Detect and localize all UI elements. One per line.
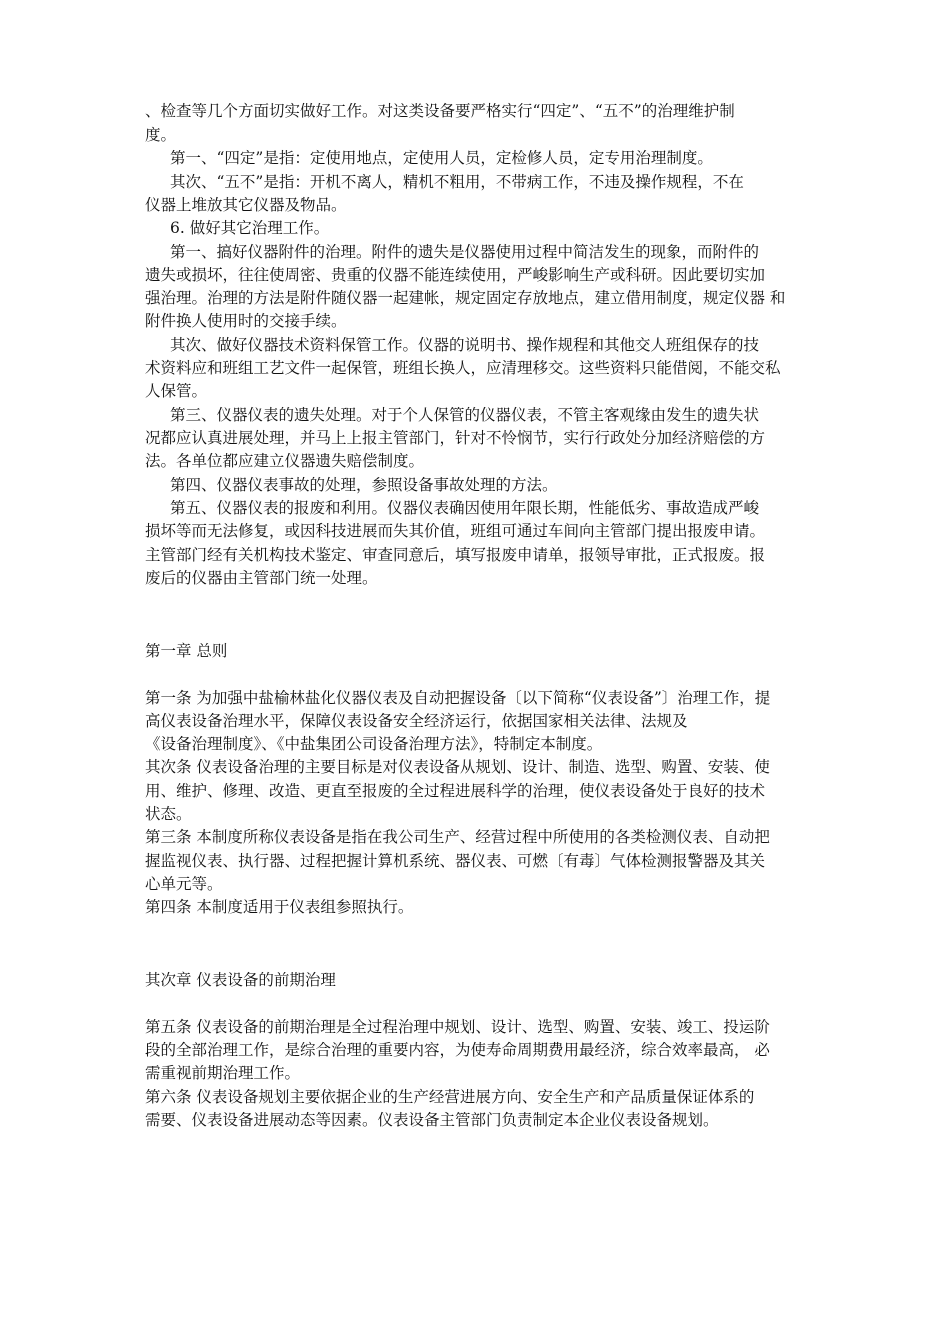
- article-line: 高仪表设备治理水平，保障仪表设备安全经济运行，依据国家相关法律、法规及: [145, 712, 688, 730]
- paragraph-line: 第四、仪器仪表事故的处理，参照设备事故处理的方法。: [170, 476, 558, 494]
- article-line: 其次条 仪表设备治理的主要目标是对仪表设备从规划、设计、制造、选型、购置、安装、使: [145, 758, 770, 776]
- paragraph-line: 废后的仪器由主管部门统一处理。: [145, 569, 378, 587]
- paragraph-line: 遗失或损坏，往往使周密、贵重的仪器不能连续使用，严峻影响生产或科研。因此要切实加: [145, 266, 766, 284]
- paragraph-line: 法。各单位都应建立仪器遗失赔偿制度。: [145, 452, 425, 470]
- paragraph-line: 术资料应和班组工艺文件一起保管，班组长换人，应清理移交。这些资料只能借阅，不能交私: [145, 359, 781, 377]
- article-line: 状态。: [145, 805, 192, 823]
- article-line: 第四条 本制度适用于仪表组参照执行。: [145, 898, 414, 916]
- chapter-heading: 第一章 总则: [145, 642, 228, 660]
- paragraph-line: 况都应认真进展处理，并马上上报主管部门，针对不怜悯节，实行行政处分加经济赔偿的方: [145, 429, 766, 447]
- article-line: 第三条 本制度所称仪表设备是指在我公司生产、经营过程中所使用的各类检测仪表、自动把: [145, 828, 770, 846]
- paragraph-line: 、检查等几个方面切实做好工作。对这类设备要严格实行“四定”、“五不”的治理维护制: [145, 102, 735, 120]
- paragraph-line: 第一、“四定”是指：定使用地点，定使用人员，定检修人员，定专用治理制度。: [170, 149, 713, 167]
- article-line: 《设备治理制度》、《中盐集团公司设备治理方法》，特制定本制度。: [145, 735, 603, 753]
- paragraph-line: 强治理。治理的方法是附件随仪器一起建帐，规定固定存放地点，建立借用制度，规定仪器 和: [145, 289, 786, 307]
- paragraph-line: 其次、做好仪器技术资料保管工作。仪器的说明书、操作规程和其他交人班组保存的技: [170, 336, 760, 354]
- section-heading: 6. 做好其它治理工作。: [170, 219, 330, 237]
- paragraph-line: 人保管。: [145, 382, 208, 400]
- paragraph-line: 第五、仪器仪表的报废和利用。仪器仪表确因使用年限长期，性能低劣、事故造成严峻: [170, 499, 760, 517]
- paragraph-line: 度。: [145, 126, 177, 144]
- paragraph-line: 仪器上堆放其它仪器及物品。: [145, 196, 347, 214]
- paragraph-line: 主管部门经有关机构技术鉴定、审查同意后，填写报废申请单，报领导审批，正式报废。报: [145, 546, 766, 564]
- article-line: 需要、仪表设备进展动态等因素。仪表设备主管部门负责制定本企业仪表设备规划。: [145, 1111, 719, 1129]
- article-line: 心单元等。: [145, 875, 223, 893]
- paragraph-line: 第三、仪器仪表的遗失处理。对于个人保管的仪器仪表，不管主客观缘由发生的遗失状: [170, 406, 760, 424]
- article-line: 需重视前期治理工作。: [145, 1064, 301, 1082]
- article-line: 用、维护、修理、改造、更直至报废的全过程进展科学的治理，使仪表设备处于良好的技术: [145, 782, 766, 800]
- article-line: 段的全部治理工作，是综合治理的重要内容，为使寿命周期费用最经济，综合效率最高， 必: [145, 1041, 770, 1059]
- article-line: 握监视仪表、执行器、过程把握计算机系统、器仪表、可燃〔有毒〕气体检测报警器及其关: [145, 852, 766, 870]
- paragraph-line: 附件换人使用时的交接手续。: [145, 312, 347, 330]
- paragraph-line: 第一、搞好仪器附件的治理。附件的遗失是仪器使用过程中简洁发生的现象，而附件的: [170, 243, 760, 261]
- article-line: 第六条 仪表设备规划主要依据企业的生产经营进展方向、安全生产和产品质量保证体系的: [145, 1088, 755, 1106]
- paragraph-line: 其次、“五不”是指：开机不离人，精机不粗用，不带病工作，不违及操作规程，不在: [170, 173, 744, 191]
- article-line: 第五条 仪表设备的前期治理是全过程治理中规划、设计、选型、购置、安装、竣工、投运阶: [145, 1018, 770, 1036]
- paragraph-line: 损坏等而无法修复，或因科技进展而失其价值，班组可通过车间向主管部门提出报废申请。: [145, 522, 766, 540]
- chapter-heading: 其次章 仪表设备的前期治理: [145, 971, 336, 989]
- article-line: 第一条 为加强中盐榆林盐化仪器仪表及自动把握设备〔以下简称“仪表设备”〕治理工作，提: [145, 689, 771, 707]
